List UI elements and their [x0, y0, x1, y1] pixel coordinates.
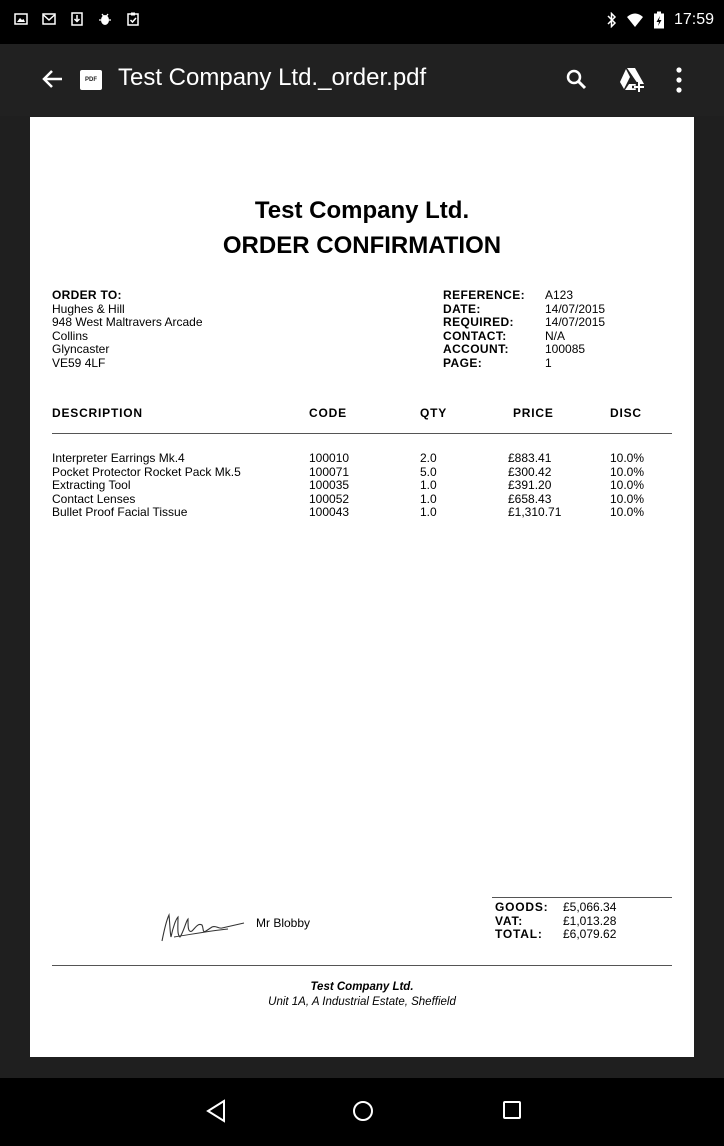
signer-name: Mr Blobby: [256, 916, 311, 930]
totals-divider: [492, 897, 672, 898]
total-value: £6,079.62: [563, 927, 617, 941]
document-title: Test Company Ltd._order.pdf: [118, 64, 427, 91]
item-code: 100043: [309, 505, 350, 519]
column-header-price: PRICE: [513, 406, 554, 420]
search-icon[interactable]: [565, 68, 587, 90]
address-line: Hughes & Hill: [52, 301, 125, 316]
table-row: [30, 466, 694, 480]
date-row: [443, 303, 605, 317]
vat-value: £1,013.28: [563, 913, 617, 928]
status-bar: [0, 0, 724, 44]
system-status: [607, 11, 714, 29]
wifi-icon: [626, 12, 644, 28]
table-row: [30, 452, 694, 466]
date-value: 14/07/2015: [545, 301, 606, 316]
address-line: 948 West Maltravers Arcade: [52, 315, 203, 329]
android-debug-icon: [98, 12, 112, 26]
order-totals: [495, 901, 616, 942]
item-qty: 1.0: [420, 478, 437, 492]
item-disc: 10.0%: [610, 505, 645, 519]
address-line: Glyncaster: [52, 342, 110, 356]
navigation-bar: [0, 1078, 724, 1146]
nav-recents-icon[interactable]: [502, 1100, 522, 1120]
item-code: 100035: [309, 478, 350, 492]
order-items-table: [30, 452, 694, 520]
gmail-icon: [42, 12, 56, 26]
item-qty: 5.0: [420, 464, 437, 479]
total-label: TOTAL:: [495, 927, 543, 941]
footer-company: Test Company Ltd.: [310, 981, 414, 993]
clipboard-check-icon: [126, 12, 140, 26]
page-row: [443, 357, 605, 371]
table-row: [30, 493, 694, 507]
item-description: Extracting Tool: [52, 478, 131, 492]
order-reference-details: [443, 289, 605, 370]
item-qty: 2.0: [420, 451, 437, 465]
page-label: PAGE:: [443, 355, 483, 370]
reference-label: REFERENCE:: [443, 288, 526, 302]
account-label: ACCOUNT:: [443, 342, 509, 356]
add-to-drive-icon[interactable]: [618, 66, 646, 92]
notification-icons: [14, 12, 140, 26]
date-label: DATE:: [443, 301, 481, 316]
table-row: [30, 506, 694, 520]
contact-label: CONTACT:: [443, 328, 507, 343]
item-price: £300.42: [508, 464, 552, 479]
item-disc: 10.0%: [610, 451, 645, 465]
item-qty: 1.0: [420, 505, 437, 519]
item-description: Interpreter Earrings Mk.4: [52, 451, 185, 465]
footer-divider: [52, 965, 672, 966]
vat-row: [495, 915, 616, 929]
status-time: 17:59: [673, 11, 714, 28]
required-row: [443, 316, 605, 330]
goods-value: £5,066.34: [563, 900, 617, 914]
item-disc: 10.0%: [610, 464, 645, 479]
company-name: Test Company Ltd.: [254, 197, 470, 224]
contact-value: N/A: [545, 328, 566, 343]
contact-row: [443, 330, 605, 344]
item-disc: 10.0%: [610, 478, 645, 492]
account-value: 100085: [545, 342, 586, 356]
item-price: £883.41: [508, 451, 552, 465]
goods-label: GOODS:: [495, 900, 549, 914]
item-code: 100052: [309, 491, 350, 506]
more-options-icon[interactable]: [674, 66, 684, 94]
item-price: £658.43: [508, 491, 552, 506]
back-arrow-icon[interactable]: [40, 66, 66, 92]
column-header-qty: QTY: [420, 406, 448, 420]
column-header-code: CODE: [309, 406, 347, 420]
item-code: 100071: [309, 464, 350, 479]
footer-address: Unit 1A, A Industrial Estate, Sheffield: [268, 996, 456, 1008]
header-divider: [52, 433, 672, 434]
reference-row: [443, 289, 605, 303]
order-to-label: ORDER TO:: [52, 288, 122, 302]
download-icon: [70, 12, 84, 26]
order-confirmation-heading: ORDER CONFIRMATION: [222, 232, 502, 259]
reference-value: A123: [545, 288, 574, 302]
total-row: [495, 928, 616, 942]
bluetooth-icon: [607, 12, 617, 28]
item-disc: 10.0%: [610, 491, 645, 506]
required-label: REQUIRED:: [443, 315, 514, 329]
page-value: 1: [545, 355, 552, 370]
nav-back-icon[interactable]: [204, 1098, 228, 1124]
table-row: [30, 479, 694, 493]
pdf-page[interactable]: [30, 117, 694, 1057]
item-code: 100010: [309, 451, 350, 465]
goods-row: [495, 901, 616, 915]
item-description: Pocket Protector Rocket Pack Mk.5: [52, 464, 241, 479]
order-to-address: [52, 289, 203, 370]
item-price: £1,310.71: [508, 505, 562, 519]
column-header-description: DESCRIPTION: [52, 406, 143, 420]
account-row: [443, 343, 605, 357]
battery-charging-icon: [653, 11, 665, 29]
address-line: VE59 4LF: [52, 355, 106, 370]
required-value: 14/07/2015: [545, 315, 606, 329]
column-header-disc: DISC: [610, 406, 642, 420]
nav-home-icon[interactable]: [352, 1100, 374, 1122]
vat-label: VAT:: [495, 913, 524, 928]
pdf-file-icon: PDF: [80, 70, 102, 90]
address-line: Collins: [52, 328, 89, 343]
image-icon: [14, 12, 28, 26]
item-price: £391.20: [508, 478, 552, 492]
item-qty: 1.0: [420, 491, 437, 506]
app-bar: [0, 44, 724, 116]
item-description: Contact Lenses: [52, 491, 136, 506]
item-description: Bullet Proof Facial Tissue: [52, 505, 188, 519]
handwritten-signature: [158, 907, 248, 947]
